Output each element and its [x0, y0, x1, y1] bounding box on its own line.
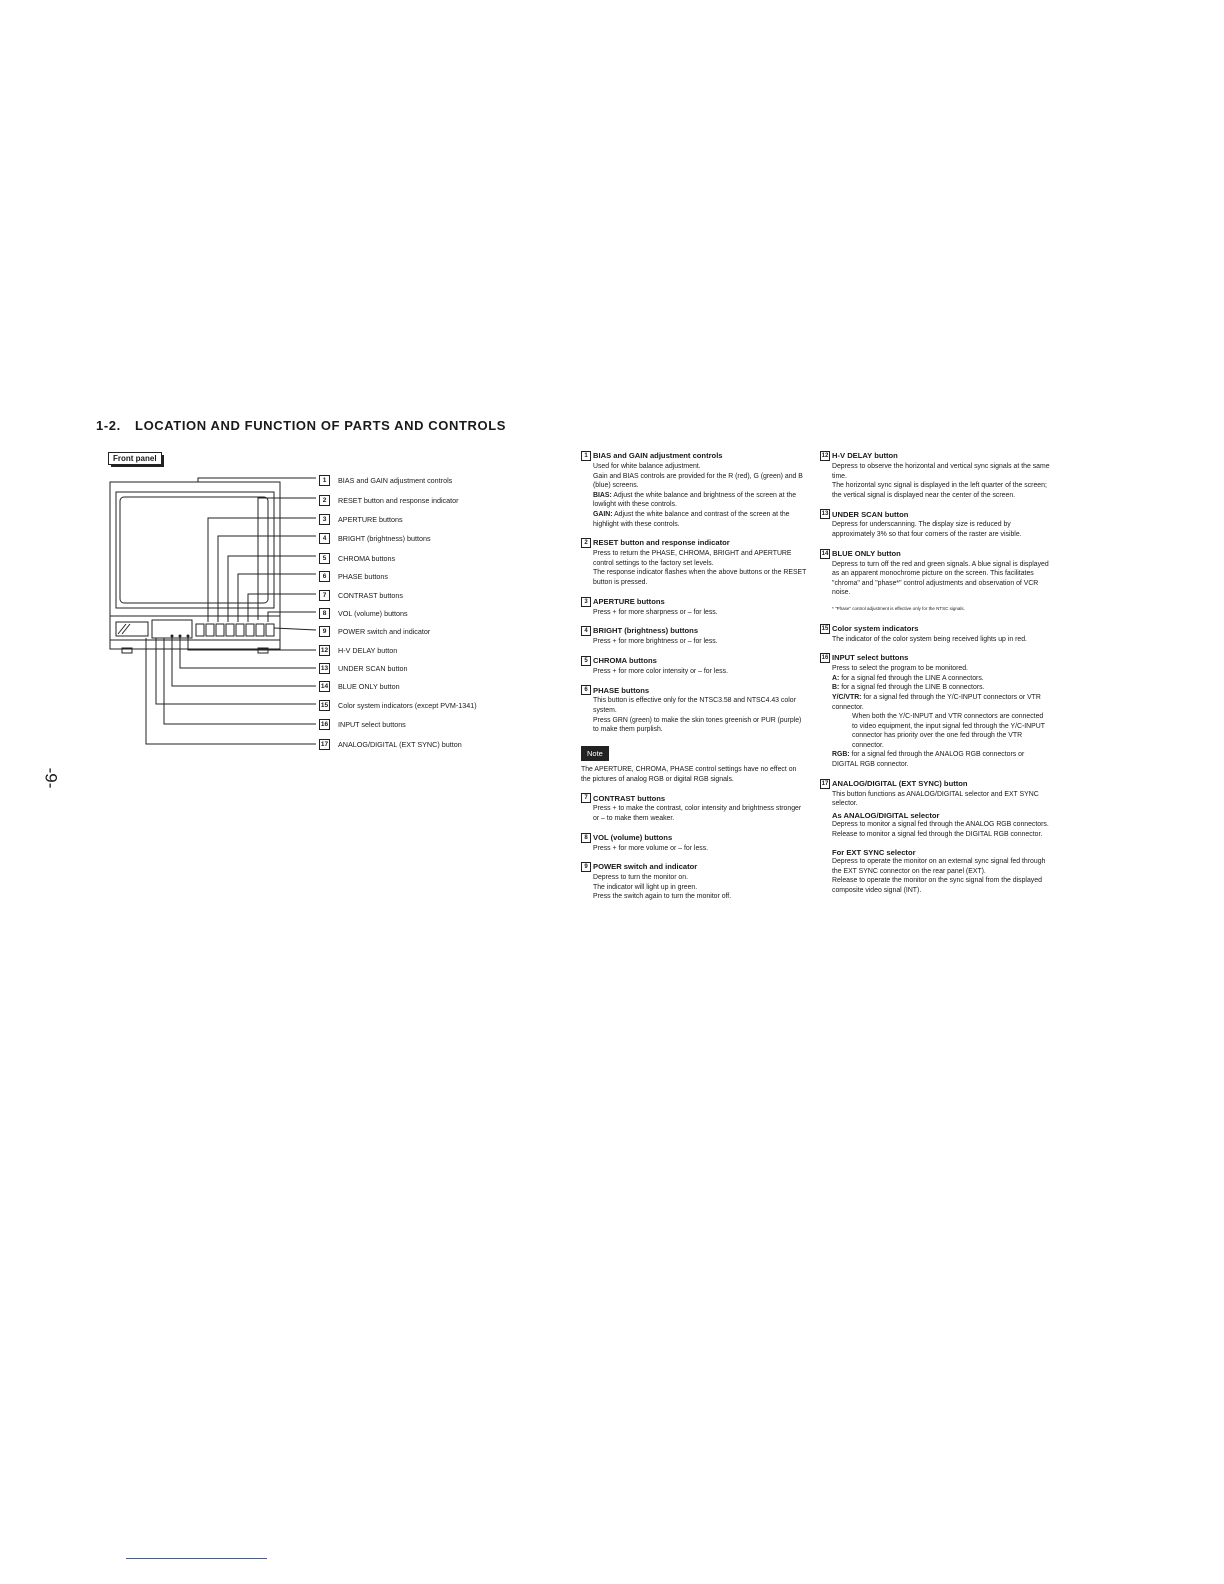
- callout-8: [319, 607, 408, 619]
- callout-label: CONTRAST buttons: [338, 590, 403, 600]
- callout-6: [319, 570, 388, 582]
- callout-number: 13: [320, 664, 329, 672]
- item-color-system: [820, 624, 1050, 645]
- input-yc-vtr: [832, 693, 1050, 712]
- term: A:: [832, 674, 840, 682]
- definition: for a signal fed through the ANALOG RGB connectors or DIGITAL RGB connector.: [832, 751, 1025, 769]
- footer-rule: [126, 1558, 267, 1559]
- item-title: PHASE buttons: [593, 685, 650, 695]
- item-chroma: [581, 656, 807, 677]
- callout-label: ANALOG/DIGITAL (EXT SYNC) button: [338, 739, 462, 749]
- callout-12: [319, 644, 397, 656]
- item-title: APERTURE buttons: [593, 596, 665, 606]
- item-text: Depress to operate the monitor on an external sync signal fed through the EXT SYNC connector on the rear panel (EXT).: [832, 858, 1046, 875]
- description-column-1: [581, 451, 807, 911]
- item-text: Press + to make the contrast, color intensity and brightness stronger or – to make them weaker.: [593, 805, 802, 823]
- item-title: BRIGHT (brightness) buttons: [593, 626, 699, 636]
- front-panel-diagram: [108, 470, 323, 755]
- callout-number: 4: [319, 533, 330, 544]
- item-title: CHROMA buttons: [593, 655, 657, 665]
- footnote: * "Phase" control adjustment is effective only for the NTSC signals.: [832, 605, 965, 611]
- callout-number: 16: [320, 720, 329, 728]
- callout-label: UNDER SCAN button: [338, 663, 408, 673]
- item-number: 3: [581, 597, 591, 607]
- callout-15: [319, 699, 477, 711]
- item-bright: [581, 626, 807, 647]
- item-text: This button functions as ANALOG/DIGITAL selector and EXT SYNC selector.: [832, 790, 1039, 808]
- callout-label: VOL (volume) buttons: [338, 608, 408, 618]
- callout-number: 5: [319, 553, 330, 564]
- input-rgb: [832, 750, 1050, 769]
- callout-16: [319, 718, 406, 730]
- item-title: UNDER SCAN button: [832, 509, 909, 519]
- callout-number: 7: [319, 590, 330, 601]
- item-text: Press + for more color intensity or – for less.: [593, 667, 728, 675]
- bias-definition: [593, 491, 807, 510]
- item-text: Press + for more sharpness or – for less.: [593, 608, 718, 616]
- callout-1: [319, 474, 452, 486]
- definition: for a signal fed through the Y/C-INPUT connectors or VTR connector.: [832, 693, 1041, 711]
- item-title: INPUT select buttons: [832, 653, 909, 663]
- callout-number: 17: [320, 740, 329, 748]
- item-number: 17: [821, 780, 829, 787]
- item-text: Depress to observe the horizontal and vertical sync signals at the same time.: [832, 463, 1050, 480]
- item-aperture: [581, 597, 807, 618]
- item-bias-gain: [581, 451, 807, 529]
- item-text: The horizontal sync signal is displayed in the left quarter of the screen; the vertical signal is displayed near the center of the screen.: [832, 482, 1047, 499]
- item-analog-digital: [820, 779, 1050, 896]
- subsection-title: For EXT SYNC selector: [832, 847, 916, 857]
- item-number: 5: [581, 656, 591, 666]
- item-number: 4: [581, 626, 591, 636]
- item-under-scan: [820, 509, 1050, 539]
- subsection-title: As ANALOG/DIGITAL selector: [832, 810, 940, 820]
- callout-number: 15: [320, 701, 329, 709]
- item-text: Press to select the program to be monitored.: [832, 665, 968, 673]
- callout-label: RESET button and response indicator: [338, 495, 459, 505]
- item-number: 15: [821, 625, 829, 632]
- item-number: 16: [821, 655, 829, 662]
- term: BIAS:: [593, 491, 612, 499]
- item-number: 8: [581, 833, 591, 843]
- callout-2: [319, 494, 459, 506]
- item-number: 14: [821, 550, 829, 557]
- item-text: Depress to turn the monitor on.: [593, 874, 688, 882]
- callout-9: [319, 625, 430, 637]
- item-text: The indicator of the color system being received lights up in red.: [832, 635, 1027, 643]
- item-text: Depress to turn off the red and green signals. A blue signal is displayed as an apparent monochrome picture on the screen. This facilitates "chroma" and "phase*" control adjustments and observation of VCR noise.: [832, 560, 1049, 597]
- callout-7: [319, 589, 403, 601]
- item-phase: [581, 685, 807, 734]
- item-vol: [581, 833, 807, 854]
- callout-label: BIAS and GAIN adjustment controls: [338, 475, 453, 485]
- callout-label: CHROMA buttons: [338, 553, 396, 563]
- item-title: CONTRAST buttons: [593, 793, 666, 803]
- definition: for a signal fed through the LINE B connectors.: [841, 684, 985, 692]
- callout-label: Color system indicators (except PVM-1341): [338, 700, 477, 710]
- item-hv-delay: [820, 451, 1050, 500]
- definition: for a signal fed through the LINE A connectors.: [841, 674, 984, 682]
- item-title: POWER switch and indicator: [593, 862, 698, 872]
- item-title: BIAS and GAIN adjustment controls: [593, 451, 723, 461]
- callout-number: 6: [319, 571, 330, 582]
- callout-17: [319, 738, 462, 750]
- page-number: -9-: [41, 767, 61, 789]
- note-text: The APERTURE, CHROMA, PHASE control settings have no effect on the pictures of analog RGB or digital RGB signals.: [581, 766, 797, 783]
- callout-label: PHASE buttons: [338, 571, 388, 581]
- section-title: LOCATION AND FUNCTION OF PARTS AND CONTROLS: [135, 418, 507, 433]
- callout-label: INPUT select buttons: [338, 719, 406, 729]
- item-text: Press + for more volume or – for less.: [593, 844, 709, 852]
- term: B:: [832, 684, 840, 692]
- page-title: [96, 418, 506, 433]
- callout-14: [319, 680, 400, 692]
- term: GAIN:: [593, 510, 613, 518]
- item-title: ANALOG/DIGITAL (EXT SYNC) button: [832, 778, 968, 788]
- item-text: Press the switch again to turn the monitor off.: [593, 893, 732, 901]
- item-number: 1: [581, 451, 591, 461]
- callout-13: [319, 662, 408, 674]
- input-b: [832, 683, 1050, 693]
- item-text: Release to monitor a signal fed through the DIGITAL RGB connector.: [832, 831, 1043, 839]
- front-panel-label: Front panel: [108, 452, 162, 465]
- callout-label: POWER switch and indicator: [338, 626, 431, 636]
- callout-label: H-V DELAY button: [338, 645, 398, 655]
- item-text: This button is effective only for the NTSC3.58 and NTSC4.43 color system.: [593, 697, 796, 714]
- callout-3: [319, 513, 403, 525]
- item-number: 6: [581, 685, 591, 695]
- item-title: H-V DELAY button: [832, 451, 898, 461]
- callout-number: 9: [319, 626, 330, 637]
- callout-number: 3: [319, 514, 330, 525]
- item-text: Release to operate the monitor on the sync signal from the displayed composite video signal (INT).: [832, 877, 1042, 894]
- description-column-2: [820, 451, 1050, 905]
- item-text: Depress for underscanning. The display size is reduced by approximately 3% so that four corners of the raster are visible.: [832, 521, 1022, 538]
- note-block: [581, 744, 807, 785]
- input-yc-vtr-detail: When both the Y/C-INPUT and VTR connectors are connected to video equipment, the input signal fed through the Y/C-INPUT connector has priority over the one fed through the VTR connector.: [852, 713, 1045, 749]
- callout-label: APERTURE buttons: [338, 514, 403, 524]
- callout-label: BLUE ONLY button: [338, 681, 400, 691]
- item-number: 2: [581, 538, 591, 548]
- item-title: Color system indicators: [832, 623, 919, 633]
- item-text: Press + for more brightness or – for less.: [593, 638, 718, 646]
- item-text: Gain and BIAS controls are provided for the R (red), G (green) and B (blue) screens.: [593, 472, 803, 490]
- item-number: 12: [821, 453, 829, 459]
- item-input-select: [820, 653, 1050, 770]
- item-reset: [581, 538, 807, 587]
- item-text: Press GRN (green) to make the skin tones greenish or PUR (purple) to make them purplish.: [593, 716, 802, 734]
- item-text: Press to return the PHASE, CHROMA, BRIGHT and APERTURE control settings to the factory set levels.: [593, 550, 792, 567]
- definition: Adjust the white balance and contrast of the screen at the highlight with these controls.: [593, 510, 790, 528]
- input-a: [832, 674, 1050, 684]
- callout-4: [319, 532, 431, 544]
- item-number: 9: [581, 862, 591, 872]
- item-text: The indicator will light up in green.: [593, 883, 698, 891]
- item-contrast: [581, 793, 807, 823]
- definition: Adjust the white balance and brightness of the screen at the lowlight with these controls.: [593, 491, 797, 509]
- section-number: 1-2.: [96, 418, 121, 433]
- term: RGB:: [832, 751, 850, 759]
- item-number: 13: [821, 511, 829, 518]
- callout-label: BRIGHT (brightness) buttons: [338, 533, 431, 543]
- item-text: Used for white balance adjustment.: [593, 463, 701, 470]
- callout-number: 8: [319, 608, 330, 619]
- item-power: [581, 862, 807, 902]
- gain-definition: [593, 510, 807, 529]
- item-text: Depress to monitor a signal fed through the ANALOG RGB connectors.: [832, 821, 1049, 829]
- item-title: BLUE ONLY button: [832, 548, 901, 558]
- callout-5: [319, 552, 395, 564]
- callout-number: 1: [319, 475, 330, 486]
- item-text: The response indicator flashes when the above buttons or the RESET button is pressed.: [593, 569, 807, 586]
- item-number: 7: [581, 793, 591, 803]
- callout-number: 12: [320, 646, 329, 654]
- callout-number: 14: [320, 682, 329, 690]
- item-blue-only: [820, 549, 1050, 598]
- note-badge: Note: [581, 746, 609, 762]
- term: Y/C/VTR:: [832, 693, 862, 701]
- item-title: RESET button and response indicator: [593, 538, 730, 548]
- callout-number: 2: [319, 495, 330, 506]
- item-title: VOL (volume) buttons: [593, 832, 673, 842]
